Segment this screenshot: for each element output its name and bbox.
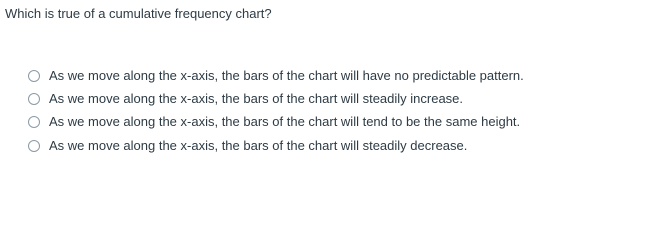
answer-option-label: As we move along the x-axis, the bars of the chart will steadily increase. [49,90,464,106]
answer-options [28,64,524,157]
radio-button-4[interactable] [28,140,40,152]
question-text: Which is true of a cumulative frequency chart? [5,6,272,21]
answer-option-4[interactable] [28,134,524,157]
radio-button-2[interactable] [28,93,40,105]
answer-option-2[interactable] [28,87,524,110]
answer-option-3[interactable] [28,111,524,134]
answer-option-1[interactable] [28,64,524,87]
answer-option-label: As we move along the x-axis, the bars of the chart will have no predictable pattern. [49,67,524,83]
radio-button-3[interactable] [28,116,40,128]
radio-button-1[interactable] [28,70,40,82]
answer-option-label: As we move along the x-axis, the bars of the chart will tend to be the same height. [49,114,521,130]
answer-option-label: As we move along the x-axis, the bars of the chart will steadily decrease. [49,137,468,153]
